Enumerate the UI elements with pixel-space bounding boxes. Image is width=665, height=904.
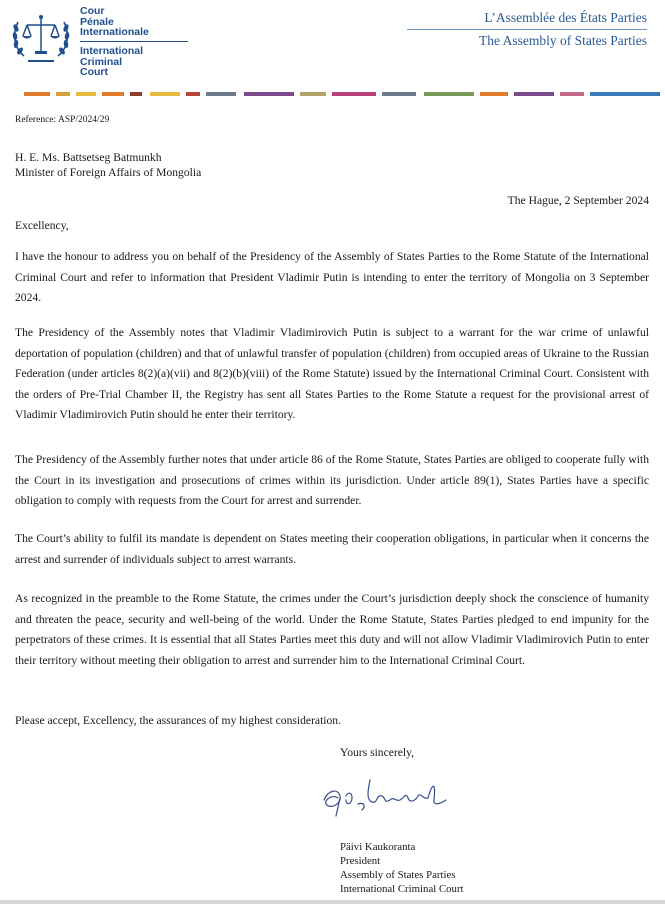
- paragraph-5: As recognized in the preamble to the Rome Statute, the crimes under the Court’s jurisdiction deeply shock the conscience of humanity and threaten the peace, security and well-being of the world. Under the Rome Statute, States Parties pledged to end impunity for the perpetrators of these crimes. It is essential that all States Parties meet this duty and will not allow Vladimir Vladimirovich Putin to enter their territory without meeting their obligation to arrest and surrender him to the International Criminal Court.: [15, 592, 649, 667]
- signatory-role: President: [340, 855, 381, 867]
- paragraph-1: I have the honour to address you on behalf of the Presidency of the Assembly of States Parties to the Rome Statute of the International Criminal Court and refer to information that President Vladimir Putin is intending to enter the territory of Mongolia on 3 September 2024.: [15, 250, 649, 304]
- letter-date: The Hague, 2 September 2024: [507, 194, 649, 207]
- org-name-english: [80, 46, 143, 78]
- page-bottom-edge: [0, 900, 665, 904]
- paragraph-3: The Presidency of the Assembly further notes that under article 86 of the Rome Statute, States Parties are obliged to cooperate fully with the Court in its investigation and prosecutions of crimes within its jurisdiction. Under article 89(1), States Parties have a specific obligation to comply with requests from the Court for arrest and surrender.: [15, 453, 649, 507]
- recipient-block: [15, 150, 201, 180]
- org-en-line2: Criminal: [80, 55, 123, 68]
- signatory-org: International Criminal Court: [340, 883, 464, 895]
- paragraph-6: Please accept, Excellency, the assurances of my highest consideration.: [15, 714, 342, 727]
- org-divider: [80, 41, 188, 42]
- recipient-name: H. E. Ms. Battsetseg Batmunkh: [15, 151, 162, 164]
- letterhead: [0, 0, 665, 100]
- closing: Yours sincerely,: [340, 746, 415, 759]
- signatory-block: [340, 840, 464, 896]
- signatory-name: Päivi Kaukoranta: [340, 841, 416, 853]
- org-fr-line3: Internationale: [80, 26, 149, 38]
- salutation: Excellency,: [15, 219, 69, 232]
- paragraph-4: The Court’s ability to fulfil its mandate is dependent on States meeting their cooperation obligations, in particular when it concerns the arrest and surrender of individuals subject to arrest warrants.: [15, 532, 649, 566]
- letterhead-color-stripe: [0, 92, 665, 96]
- assembly-title: [407, 10, 647, 49]
- assembly-title-french: L’Assemblée des États Parties: [407, 10, 647, 30]
- org-en-line1: International: [80, 45, 144, 57]
- paragraph-2: The Presidency of the Assembly notes that Vladimir Vladimirovich Putin is subject to a warrant for the war crime of unlawful deportation of population (children) and that of unlawful transfer of population (children) from occupied areas of Ukraine to the Russian Federation (under articles 8(2)(a)(vii) and 8(2)(b)(viii) of the Rome Statute) issued by the International Criminal Court. Consistent with the orders of Pre-Trial Chamber II, the Registry has sent all States Parties to the Rome Statute a request for the provisional arrest of Vladimir Vladimirovich Putin should he enter their territory.: [15, 326, 649, 421]
- org-fr-line2: Pénale: [80, 15, 114, 28]
- org-en-line3: Court: [80, 66, 108, 78]
- recipient-title: Minister of Foreign Affairs of Mongolia: [15, 166, 202, 179]
- org-name-french: [80, 6, 149, 38]
- icc-emblem-icon: [10, 8, 72, 68]
- handwritten-signature: [316, 770, 456, 820]
- assembly-title-english: The Assembly of States Parties: [479, 33, 647, 48]
- reference-number: Reference: ASP/2024/29: [15, 115, 110, 125]
- org-fr-line1: Cour: [80, 5, 105, 17]
- signatory-body: Assembly of States Parties: [340, 869, 456, 881]
